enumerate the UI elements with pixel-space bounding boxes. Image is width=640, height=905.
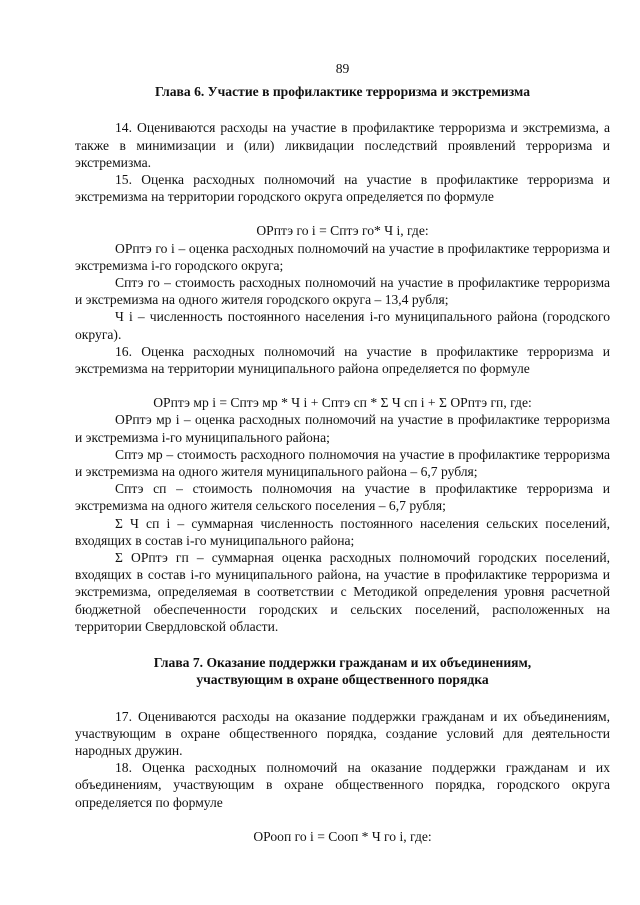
formula-city-district: ОРптэ го i = Сптэ го* Ч i, где: [256, 223, 429, 239]
definition-spte-go: Сптэ го – стоимость расходных полномочий на участие в профилактике терроризма и экстремизма на одного жителя городского округа – 13,4 рубля; [75, 275, 610, 308]
definition-spte-mr: Сптэ мр – стоимость расходного полномочия на участие в профилактике терроризма и экстремизма на одного жителя муниципального района – 6,7 рубля; [75, 446, 610, 480]
definition-population: Ч i – численность постоянного населения i-го муниципального района (городского округа). [75, 309, 610, 342]
paragraph-14: 14. Оцениваются расходы на участие в профилактике терроризма и экстремизма, а также в минимизации и (или) ликвидации последствий проявлений терроризма и экстремизма. [75, 120, 610, 170]
page-number: 89 [335, 61, 350, 76]
chapter-7-title-line-2: участвующим в охране общественного порядка [196, 672, 489, 688]
paragraph-16: 16. Оценка расходных полномочий на участие в профилактике терроризма и экстремизма на территории муниципального района определяется по формуле [75, 343, 610, 377]
formula-municipal-district: ОРптэ мр i = Сптэ мр * Ч i + Сптэ сп * Σ Ч сп i + Σ ОРптэ гп, где: [153, 395, 532, 411]
definition-sum-population: Σ Ч сп i – суммарная численность постоянного населения сельских поселений, входящих в состав i-го муниципального района; [75, 515, 610, 548]
chapter-6-title: Глава 6. Участие в профилактике терроризма и экстремизма [155, 84, 530, 100]
formula-public-order: ОРооп го i = Сооп * Ч го i, где: [253, 828, 432, 844]
definition-orpte-mr: ОРптэ мр i – оценка расходных полномочий на участие в профилактике терроризма и экстремизма i-го муниципального района; [75, 412, 610, 445]
definition-spte-sp: Сптэ сп – стоимость полномочия на участие в профилактике терроризма и экстремизма на одного жителя сельского поселения – 6,7 рубля; [75, 481, 610, 514]
definition-orpte-go: ОРптэ го i – оценка расходных полномочий на участие в профилактике терроризма и экстремизма i-го городского округа; [75, 240, 610, 273]
definition-sum-orpte-gp: Σ ОРптэ гп – суммарная оценка расходных полномочий городских поселений, входящих в состав i-го муниципального района, на участие в профилактике терроризма и экстремизма, определяемая в соответствии с Методикой определения уровня расчетной бюджетной обеспеченности городских и сельских поселений, расположенных на территории Свердловской области. [75, 550, 610, 634]
paragraph-18: 18. Оценка расходных полномочий на оказание поддержки гражданам и их объединениям, участвующим в охране общественного порядка, городского округа определяется по формуле [75, 760, 610, 810]
paragraph-17: 17. Оцениваются расходы на оказание поддержки гражданам и их объединениям, участвующим в охране общественного порядка, создание условий для деятельности народных дружин. [75, 708, 610, 758]
paragraph-15: 15. Оценка расходных полномочий на участие в профилактике терроризма и экстремизма на территории городского округа определяется по формуле [75, 172, 610, 205]
chapter-7-title-line-1: Глава 7. Оказание поддержки гражданам и их объединениям, [153, 655, 532, 671]
